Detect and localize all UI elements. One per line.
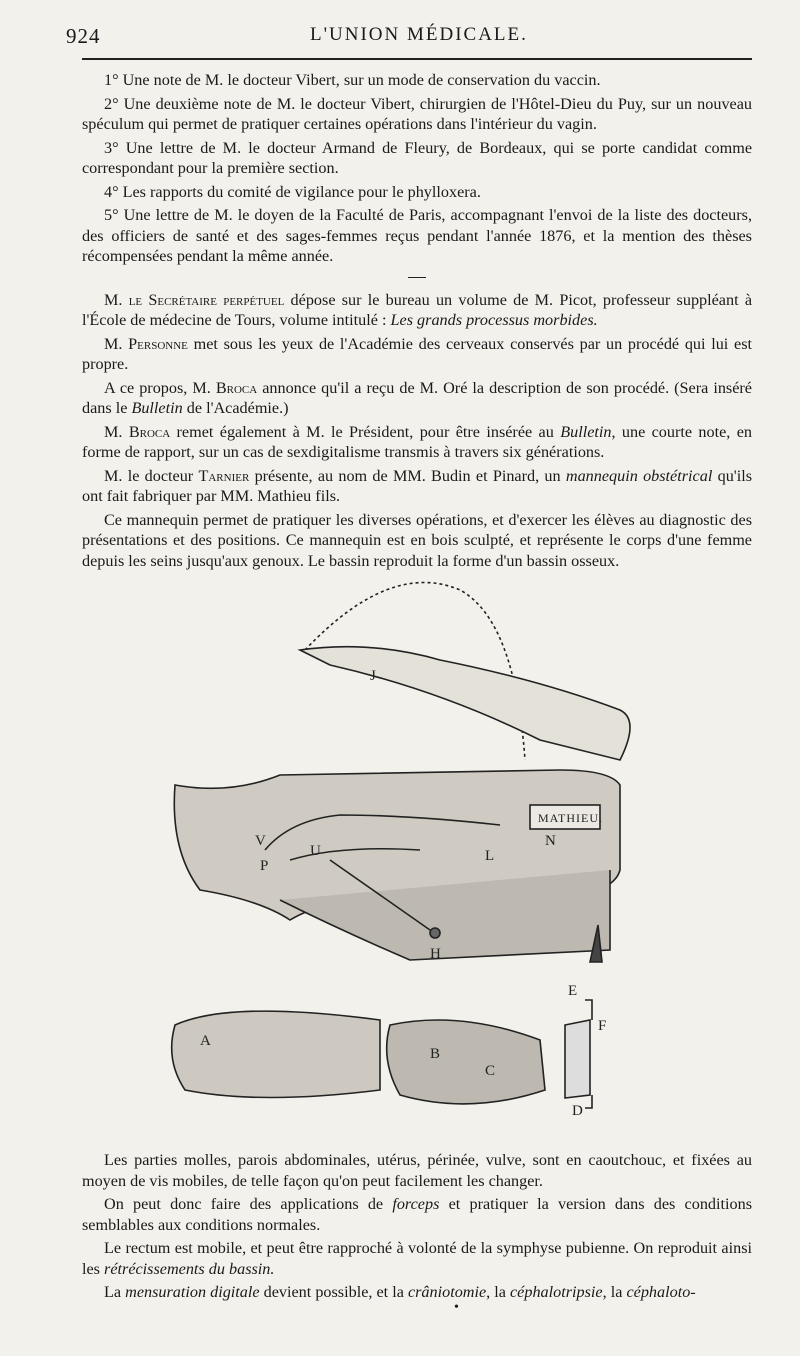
footer-mark: • xyxy=(454,1300,459,1315)
label-p: P xyxy=(260,858,269,874)
item-5: 5° Une lettre de M. le doyen de la Faculté de Paris, accompagnant l'envoi de la liste des docteurs, des officiers de santé et des sages-femmes reçus pendant l'année 1876, et la mention des thèses récompensées pendant la même année. xyxy=(82,206,752,265)
p4-c: , la xyxy=(486,1283,510,1301)
screw-d xyxy=(585,1095,592,1108)
broca-paragraph-2 xyxy=(82,422,752,463)
book-title: Les grands processus morbides. xyxy=(390,311,598,329)
p4-d: , la xyxy=(602,1283,627,1301)
secretary-name: le Secrétaire perpétuel xyxy=(128,290,285,309)
p4-it2: crâniotomie xyxy=(407,1283,487,1301)
label-f: F xyxy=(598,1018,607,1034)
p4-it3: céphalotripsie xyxy=(510,1283,603,1301)
item-2: 2° Une deuxième note de M. le docteur Vibert, chirurgien de l'Hôtel-Dieu du Puy, sur un nouveau spéculum qui permet de pratiquer certaines opérations dans l'intérieur du vagin. xyxy=(82,94,752,133)
label-b: B xyxy=(430,1046,441,1062)
part-b xyxy=(387,1020,545,1104)
label-u: U xyxy=(310,843,321,859)
mannequin-paragraph: Ce mannequin permet de pratiquer les diverses opérations, et d'exercer les élèves au diagnostic des présentations et des positions. Ce mannequin est en bois sculpté, et représente le corps d'une femme depuis les seins jusqu'aux genoux. Le bassin reproduit la forme d'un bassin osseux. xyxy=(82,510,752,570)
secretary-prefix: M. xyxy=(104,290,129,309)
part-c xyxy=(565,1020,590,1098)
broca1-name: Broca xyxy=(215,378,258,397)
label-l: L xyxy=(485,848,495,864)
p4-b: devient possible, et la xyxy=(259,1283,408,1301)
personne-text: met sous les yeux de l'Académie des cerveaux conservés par un procédé qui lui est propre. xyxy=(82,334,752,373)
broca2-journal: Bulletin xyxy=(560,422,612,441)
personne-name: Personne xyxy=(128,334,188,353)
label-n: N xyxy=(545,833,556,849)
lower-paragraph-2 xyxy=(82,1194,752,1235)
p2-forceps: forceps xyxy=(392,1195,440,1213)
broca1-journal: Bulletin xyxy=(131,399,183,417)
screw-e xyxy=(585,1000,592,1020)
secretary-text: dépose sur le bureau un volume de M. Picot, professeur suppléant à l'École de médecine de Tours, volume intitulé : xyxy=(82,290,753,329)
item-4: 4° Les rapports du comité de vigilance pour le phylloxera. xyxy=(104,182,481,201)
p3-a: Le rectum est mobile, et peut être rapproché à volonté de la symphyse pubienne. On reproduit ainsi les xyxy=(82,1239,752,1278)
page-number: 924 xyxy=(66,24,101,48)
label-v: V xyxy=(255,833,266,849)
section-separator xyxy=(408,277,426,278)
lower-paragraph-3 xyxy=(82,1238,752,1279)
label-h: H xyxy=(430,946,441,962)
crank-knob xyxy=(430,928,440,938)
lower-paragraph-4 xyxy=(82,1282,752,1303)
broca2-name: Broca xyxy=(128,422,171,441)
lower-paragraph-1: Les parties molles, parois abdominales, utérus, périnée, vulve, sont en caoutchouc, et fixées au moyen de vis mobiles, de telle façon qu'on peut facilement les changer. xyxy=(82,1151,752,1190)
broca2-prefix: M. xyxy=(104,422,129,441)
broca1-end: de l'Académie.) xyxy=(182,399,289,417)
tarnier-name: Tarnier xyxy=(198,466,250,485)
personne-prefix: M. xyxy=(104,334,129,353)
broca1-prefix: A ce propos, M. xyxy=(104,378,216,397)
running-title: L'UNION MÉDICALE. xyxy=(310,24,528,45)
broca2-text: remet également à M. le Président, pour être insérée au xyxy=(170,422,561,441)
item-3: 3° Une lettre de M. le docteur Armand de Fleury, de Bordeaux, qui se porte candidat comme correspondant pour la première section. xyxy=(82,138,752,177)
page-header xyxy=(62,24,752,54)
tarnier-prefix: M. le docteur xyxy=(104,466,199,485)
tarnier-device: mannequin obstétrical xyxy=(565,466,713,485)
tarnier-paragraph xyxy=(82,466,752,507)
p4-it1: mensuration digitale xyxy=(125,1283,260,1301)
label-c: C xyxy=(485,1063,496,1079)
p4-it4: céphaloto- xyxy=(626,1283,696,1301)
label-a: A xyxy=(200,1033,211,1049)
upper-text xyxy=(82,70,752,574)
p3-italic: rétrécissements du bassin. xyxy=(104,1259,275,1278)
header-rule xyxy=(82,58,752,60)
item-1: 1° Une note de M. le docteur Vibert, sur un mode de conservation du vaccin. xyxy=(104,71,601,89)
lower-text xyxy=(82,1150,752,1306)
broca2-end: , une courte note, en forme de rapport, sur un cas de sexdigitalisme transmis à travers six générations. xyxy=(82,422,752,461)
tarnier-text: présente, au nom de MM. Budin et Pinard, un xyxy=(249,466,566,485)
tarnier-end: qu'ils ont fait fabriquer par MM. Mathieu fils. xyxy=(82,466,752,505)
broca-paragraph-1 xyxy=(82,378,752,419)
secretary-paragraph xyxy=(82,290,752,331)
abdominal-flap xyxy=(300,647,630,760)
broca1-text: annonce qu'il a reçu de M. Oré la description de son procédé. (Sera inséré dans le xyxy=(82,378,752,417)
p4-a: La xyxy=(104,1283,126,1301)
mannequin-illustration xyxy=(140,570,760,1155)
part-a xyxy=(172,1011,380,1097)
personne-paragraph xyxy=(82,334,752,375)
maker-name: MATHIEU. xyxy=(538,811,603,825)
label-e: E xyxy=(568,983,578,999)
label-j: J xyxy=(370,668,376,684)
p2-b: et pratiquer la version dans des conditions semblables aux conditions normales. xyxy=(82,1195,753,1234)
label-d: D xyxy=(572,1103,583,1119)
p2-a: On peut donc faire des applications de xyxy=(104,1195,393,1213)
